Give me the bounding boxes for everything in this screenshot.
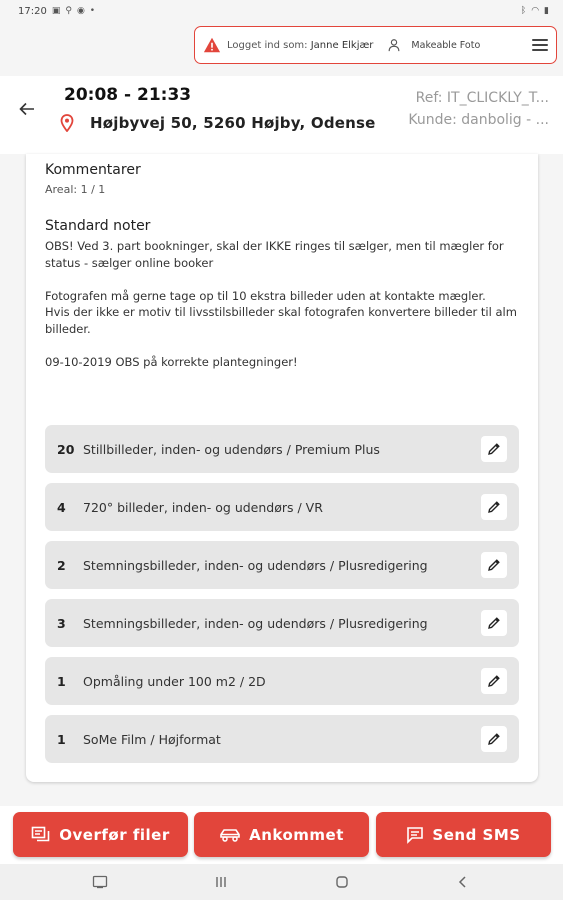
battery-icon: ▮	[544, 6, 549, 16]
send-sms-label: Send SMS	[432, 825, 521, 844]
bluetooth-icon: ᛒ	[520, 6, 527, 16]
booking-address[interactable]: Højbyvej 50, 5260 Højby, Odense	[90, 114, 376, 132]
order-item	[45, 425, 519, 473]
system-nav-bar	[0, 864, 563, 900]
item-quantity: 1	[57, 731, 66, 747]
edit-pencil-icon[interactable]	[481, 726, 507, 752]
booking-time: 20:08 - 21:33	[64, 85, 192, 105]
booking-header	[0, 76, 563, 154]
edit-pencil-icon[interactable]	[481, 436, 507, 462]
transfer-files-label: Overfør filer	[59, 825, 170, 844]
status-time: 17:20	[18, 5, 47, 17]
standard-notes-title: Standard noter	[45, 218, 151, 234]
item-quantity: 2	[57, 557, 66, 573]
item-description: Opmåling under 100 m2 / 2D	[83, 673, 266, 689]
order-item	[45, 483, 519, 531]
arrived-label: Ankommet	[249, 825, 344, 844]
edit-pencil-icon[interactable]	[481, 668, 507, 694]
edit-pencil-icon[interactable]	[481, 552, 507, 578]
location-icon: ⚲	[65, 6, 72, 16]
edit-pencil-icon[interactable]	[481, 610, 507, 636]
transfer-files-icon	[31, 826, 51, 844]
car-icon	[219, 827, 241, 843]
gallery-icon: ▣	[51, 6, 61, 16]
logged-in-label	[227, 40, 373, 51]
dot-icon: •	[89, 6, 96, 16]
customer-label: Kunde: danbolig - ...	[408, 112, 549, 128]
comments-title: Kommentarer	[45, 162, 141, 178]
arrived-button[interactable]	[194, 812, 369, 857]
standard-notes-text: OBS! Ved 3. part bookninger, skal der IKKE ringes til sælger, men til mægler for status - sælger online booker Fotografen må gerne tage op til 10 ekstra billeder uden at kontakte mægler. Hvis der ikke er motiv til livsstilsbilleder skal fotografen konvertere billeder til alm billeder. 09-10-2019 OBS på korrekte plantegninger!	[45, 239, 517, 369]
warning-icon	[203, 36, 221, 54]
item-description: Stillbilleder, inden- og udendørs / Premium Plus	[83, 441, 380, 457]
back-nav-icon[interactable]	[455, 874, 471, 890]
transfer-files-button[interactable]	[13, 812, 188, 857]
item-quantity: 4	[57, 499, 66, 515]
item-description: Stemningsbilleder, inden- og udendørs / Plusredigering	[83, 615, 428, 631]
login-banner	[194, 26, 557, 64]
user-icon[interactable]	[387, 38, 401, 52]
area-label: Areal: 1 / 1	[45, 183, 106, 196]
order-item	[45, 599, 519, 647]
broadcast-icon: ◉	[76, 6, 85, 16]
recent-apps-icon[interactable]	[213, 874, 229, 890]
item-quantity: 3	[57, 615, 66, 631]
sms-icon	[406, 826, 424, 844]
action-bar	[0, 806, 563, 864]
item-quantity: 1	[57, 673, 66, 689]
location-pin-icon	[60, 114, 74, 132]
order-item	[45, 541, 519, 589]
edit-pencil-icon[interactable]	[481, 494, 507, 520]
user-name: Janne Elkjær	[310, 39, 374, 51]
hamburger-menu-icon[interactable]	[532, 39, 548, 51]
booking-details-card	[26, 154, 538, 782]
status-bar	[0, 0, 563, 22]
send-sms-button[interactable]	[376, 812, 551, 857]
order-item	[45, 657, 519, 705]
order-item	[45, 715, 519, 763]
item-quantity: 20	[57, 441, 75, 457]
item-description: SoMe Film / Højformat	[83, 731, 221, 747]
screenshot-icon[interactable]	[92, 874, 108, 890]
home-icon[interactable]	[334, 874, 350, 890]
logged-in-prefix: Logget ind som:	[227, 39, 308, 51]
back-arrow-icon[interactable]	[18, 100, 36, 118]
reference-label: Ref: IT_CLICKLY_T...	[415, 90, 549, 106]
item-description: 720° billeder, inden- og udendørs / VR	[83, 499, 323, 515]
wifi-icon: ◠	[531, 6, 540, 16]
company-name[interactable]: Makeable Foto	[411, 39, 481, 51]
item-description: Stemningsbilleder, inden- og udendørs / Plusredigering	[83, 557, 428, 573]
